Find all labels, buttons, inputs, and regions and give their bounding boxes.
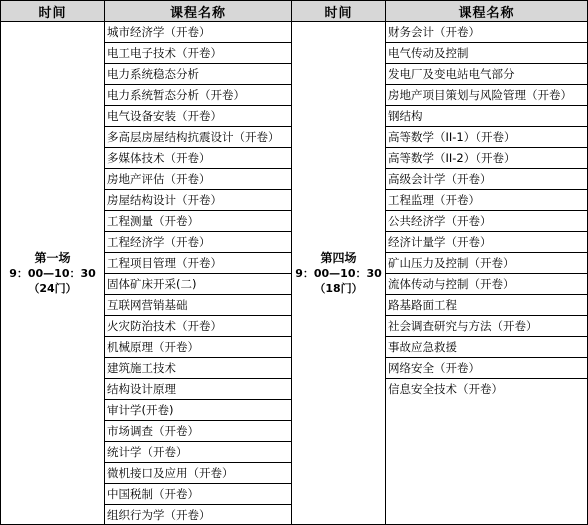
course-item: 工程测量（开卷） xyxy=(105,211,291,232)
course-item: 房地产项目策划与风险管理（开卷） xyxy=(386,85,587,106)
course-item: 互联网营销基础 xyxy=(105,295,291,316)
course-item: 电力系统暂态分析（开卷） xyxy=(105,85,291,106)
course-item: 网络安全（开卷） xyxy=(386,358,587,379)
header-time-right xyxy=(292,0,386,22)
course-item: 建筑施工技术 xyxy=(105,358,291,379)
course-item: 房屋结构设计（开卷） xyxy=(105,190,291,211)
course-item: 固体矿床开采(二) xyxy=(105,274,291,295)
course-item: 路基路面工程 xyxy=(386,295,587,316)
header-course-label: 课程名称 xyxy=(458,5,515,21)
session-time: 9：00—10：30 xyxy=(295,266,382,280)
course-item: 电气设备安装（开卷） xyxy=(105,106,291,127)
course-item: 组织行为学（开卷） xyxy=(107,508,211,522)
header-time-left xyxy=(0,0,105,22)
header-course-left xyxy=(105,0,292,22)
course-item: 城市经济学（开卷） xyxy=(105,22,291,43)
session-name: 第四场 xyxy=(320,250,357,265)
course-item: 高等数学（II-2）（开卷） xyxy=(386,148,587,169)
course-item: 电气传动及控制 xyxy=(386,43,587,64)
header-time-label: 时间 xyxy=(38,5,67,21)
course-item: 高级会计学（开卷） xyxy=(386,169,587,190)
course-item: 多高层房屋结构抗震设计（开卷） xyxy=(105,127,291,148)
course-item: 流体传动与控制（开卷） xyxy=(386,274,587,295)
course-item: 事故应急救援 xyxy=(386,337,587,358)
course-item: 高等数学（II-1）（开卷） xyxy=(386,127,587,148)
course-item: 工程项目管理（开卷） xyxy=(105,253,291,274)
header-course-label: 课程名称 xyxy=(169,5,226,21)
course-item: 审计学(开卷) xyxy=(105,400,291,421)
session-count: （24门） xyxy=(28,281,77,295)
course-item: 工程监理（开卷） xyxy=(386,190,587,211)
course-item: 信息安全技术（开卷） xyxy=(388,382,503,396)
session-time: 9：00—10：30 xyxy=(9,266,96,280)
course-item: 电工电子技术（开卷） xyxy=(105,43,291,64)
course-item: 多媒体技术（开卷） xyxy=(105,148,291,169)
course-list-session-1 xyxy=(105,22,292,525)
session-cell-4 xyxy=(292,22,386,525)
course-item: 财务会计（开卷） xyxy=(386,22,587,43)
course-item: 电力系统稳态分析 xyxy=(105,64,291,85)
course-item: 经济计量学（开卷） xyxy=(386,232,587,253)
session-cell-1 xyxy=(0,22,105,525)
course-list-session-4 xyxy=(386,22,588,525)
header-time-label: 时间 xyxy=(324,5,353,21)
course-item: 公共经济学（开卷） xyxy=(386,211,587,232)
course-item: 房地产评估（开卷） xyxy=(105,169,291,190)
course-item: 中国税制（开卷） xyxy=(105,484,291,505)
session-count: （18门） xyxy=(314,281,363,295)
course-item: 钢结构 xyxy=(386,106,587,127)
course-item: 结构设计原理 xyxy=(105,379,291,400)
header-course-right xyxy=(386,0,588,22)
course-item: 机械原理（开卷） xyxy=(105,337,291,358)
session-name: 第一场 xyxy=(34,250,71,265)
course-item: 统计学（开卷） xyxy=(105,442,291,463)
course-item: 市场调查（开卷） xyxy=(105,421,291,442)
course-item: 发电厂及变电站电气部分 xyxy=(386,64,587,85)
course-item: 矿山压力及控制（开卷） xyxy=(386,253,587,274)
course-item: 工程经济学（开卷） xyxy=(105,232,291,253)
course-item: 微机接口及应用（开卷） xyxy=(105,463,291,484)
course-item: 社会调查研究与方法（开卷） xyxy=(386,316,587,337)
course-item: 火灾防治技术（开卷） xyxy=(105,316,291,337)
